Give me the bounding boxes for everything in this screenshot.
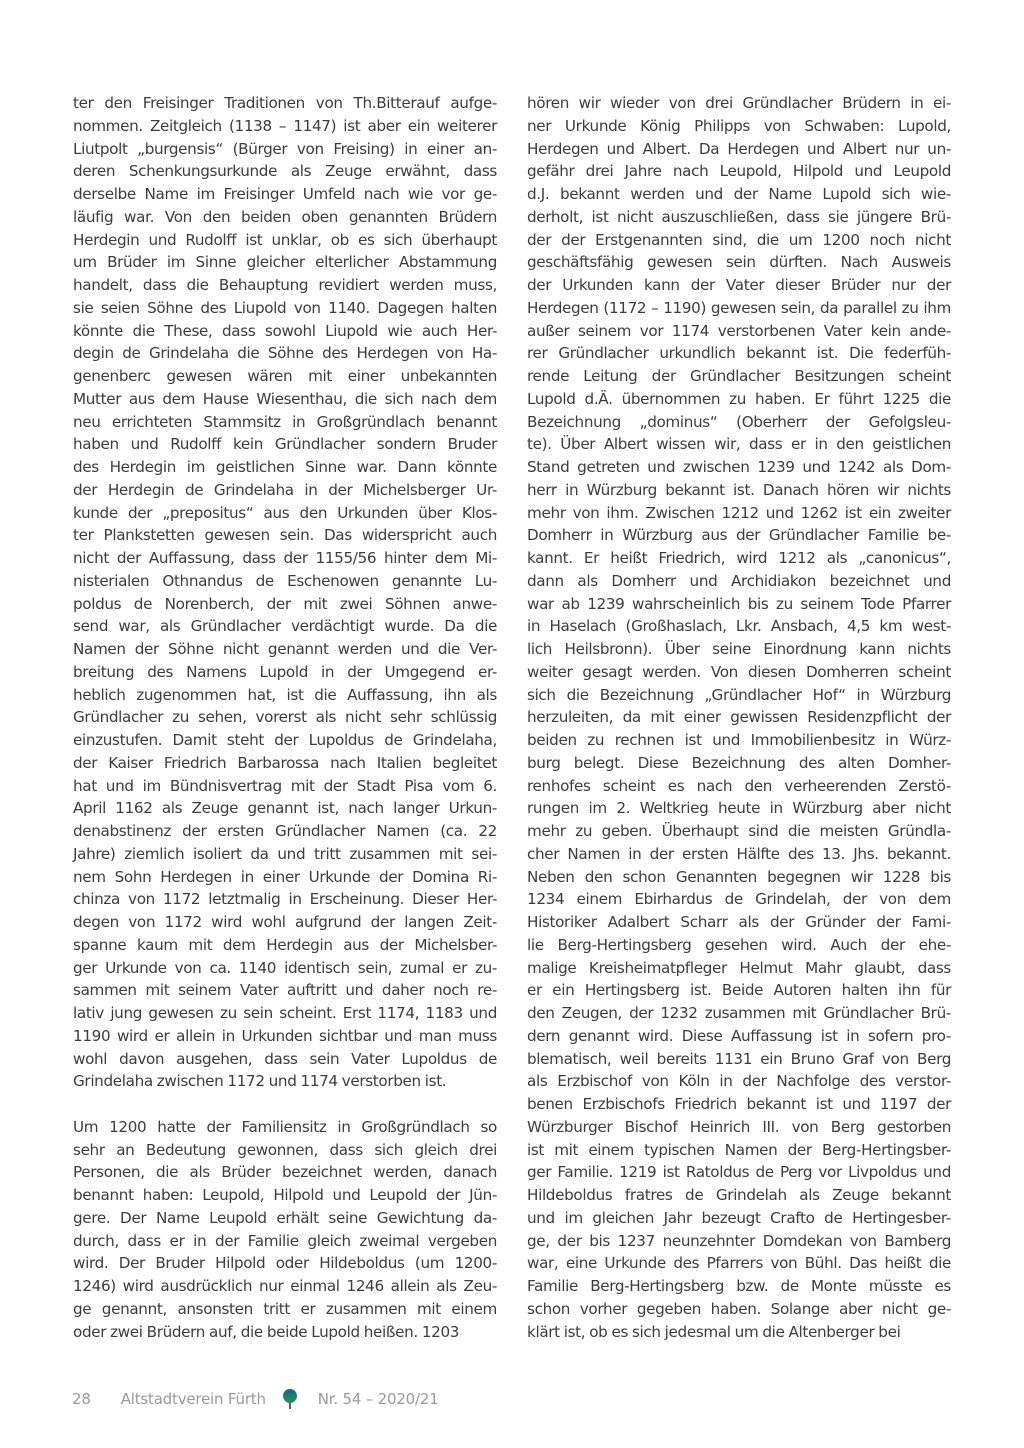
left-text-column <box>73 92 497 1343</box>
text-line: Herdegen und Albert. Da Herdegen und Albert nur un- <box>527 139 951 158</box>
text-line: Domherr in Würzburg aus der Gründlacher Familie be- <box>527 526 951 545</box>
text-line: ge, der bis 1237 neunzehnter Domdekan von Bamberg <box>527 1231 951 1250</box>
text-line: Personen, die als Brüder bezeichnet werden, danach <box>73 1163 497 1182</box>
text-line: lich Heilsbronn). Über seine Einordnung kann nichts <box>527 640 951 658</box>
paragraph <box>73 1116 497 1344</box>
text-line: er ein Hertingsberg ist. Beide Autoren halten ihn für <box>527 981 951 1000</box>
text-line: renhofes scheint es nach den verheerenden Zerstö- <box>527 776 951 795</box>
text-line: Herdegin und Rudolff ist unklar, ob es sich überhaupt <box>73 230 497 249</box>
text-line: einzustufen. Damit steht der Lupoldus de Grindelaha, <box>73 731 497 749</box>
text-line: 1234 einem Ebirhardus de Grindelah, der von dem <box>527 890 951 909</box>
text-line: blematisch, weil bereits 1131 ein Bruno Graf von Berg <box>527 1049 951 1068</box>
text-line: benen Erzbischofs Friedrich bekannt ist und 1197 der <box>527 1095 951 1113</box>
text-line: nommen. Zeitgleich (1138 – 1147) ist aber ein weiterer <box>73 116 497 135</box>
text-line: derholt, ist nicht auszuschließen, dass sie jüngere Brü- <box>527 207 951 226</box>
text-line: ger Urkunde von ca. 1140 identisch sein, zumal er zu- <box>73 958 497 977</box>
text-line: Hildeboldus fratres de Grindelah als Zeuge bekannt <box>527 1186 951 1204</box>
text-line: sehr an Bedeutung gewonnen, dass sich gleich drei <box>73 1140 497 1159</box>
text-line: des Herdegin im geistlichen Sinne war. Dann könnte <box>73 458 497 476</box>
text-line: benannt haben: Leupold, Hilpold und Leupold der Jün- <box>73 1186 497 1204</box>
text-line: den Zeugen, der 1232 zusammen mit Gründlacher Brü- <box>527 1004 951 1022</box>
text-line: war, eine Urkunde des Pfarrers von Bühl. Das heißt die <box>527 1254 951 1273</box>
text-line: der der Erstgenannten sind, die um 1200 noch nicht <box>527 230 951 249</box>
text-line: cher Namen in der ersten Hälfte des 13. Jhs. bekannt. <box>527 844 951 863</box>
text-line: rende Leitung der Gründlacher Besitzungen scheint <box>527 367 951 385</box>
text-line: lativ jung gewesen zu sein scheint. Erst 1174, 1183 und <box>73 1004 497 1022</box>
paragraph-gap <box>73 1093 497 1116</box>
text-line: Mutter aus dem Hause Wiesenthau, die sich nach dem <box>73 389 497 408</box>
text-line: war ab 1239 wahrscheinlich bis zu seinem Tode Pfarrer <box>527 594 951 613</box>
text-line: sammen mit seinem Vater auftritt und daher noch re- <box>73 981 497 1000</box>
text-line: Liutpolt „burgensis“ (Bürger von Freising) in einer an- <box>73 139 497 158</box>
text-line: lie Berg-Hertingsberg gesehen wird. Auch der ehe- <box>527 935 951 954</box>
text-line: burg belegt. Diese Bezeichnung des alten Domher- <box>527 753 951 772</box>
text-line: der Kaiser Friedrich Barbarossa nach Italien begleitet <box>73 753 497 772</box>
right-text-column <box>527 92 951 1343</box>
text-line: handelt, dass die Behauptung revidiert werden muss, <box>73 276 497 294</box>
text-line: schon vorher gegeben haben. Solange aber nicht ge- <box>527 1299 951 1318</box>
text-line: Grindelaha zwischen 1172 und 1174 verstorben ist. <box>73 1072 447 1091</box>
issue-number: Nr. 54 – 2020/21 <box>317 1390 439 1408</box>
text-line: genenberc gewesen wären mit einer unbekannten <box>73 367 497 385</box>
publication-name: Altstadtverein Fürth <box>120 1390 266 1408</box>
text-line: dann als Domherr und Archidiakon bezeichnet und <box>527 571 951 590</box>
text-line: Gründlacher zu sehen, vorerst als nicht sehr schlüssig <box>73 708 497 727</box>
text-line: degin de Grindelaha die Söhne des Herdegen von Ha- <box>73 344 497 363</box>
text-line: und im gleichen Jahr bezeugt Crafto de Hertingesber- <box>527 1208 951 1227</box>
text-line: hören wir wieder von drei Gründlacher Brüdern in ei- <box>527 94 951 112</box>
text-line: herzuleiten, da mit einer gewissen Residenzpflicht der <box>527 708 951 727</box>
text-line: wird. Der Bruder Hilpold oder Hildeboldus (um 1200- <box>73 1254 497 1273</box>
text-line: 1190 wird er allein in Urkunden sichtbar und man muss <box>73 1026 497 1045</box>
text-line: nisterialen Othnandus de Eschenowen genannte Lu- <box>73 571 497 590</box>
text-line: denabstinenz der ersten Gründlacher Namen (ca. 22 <box>73 822 497 840</box>
text-line: Jahre) ziemlich isoliert da und tritt zusammen mit sei- <box>73 844 497 863</box>
text-line: deren Schenkungsurkunde als Zeuge erwähnt, dass <box>73 162 497 181</box>
text-line: heblich zugenommen hat, ist die Auffassung, ihn als <box>73 685 497 704</box>
text-line: ge genannt, ansonsten tritt er zusammen mit einem <box>73 1299 497 1318</box>
text-line: herr in Würzburg bekannt ist. Danach hören wir nichts <box>527 480 951 499</box>
text-line: Historiker Adalbert Scharr als der Gründer der Fami- <box>527 913 951 931</box>
text-line: spanne kaum mit dem Herdegin aus der Michelsber- <box>73 935 497 954</box>
text-line: klärt ist, ob es sich jedesmal um die Altenberger bei <box>527 1322 901 1341</box>
tree-icon <box>282 1388 298 1410</box>
text-line: derselbe Name im Freisinger Umfeld nach wie vor ge- <box>73 185 497 203</box>
text-line: sie seien Söhne des Liupold von 1140. Dagegen halten <box>73 298 497 317</box>
text-line: Bezeichnung „dominus“ (Oberherr der Gefolgsleu- <box>527 412 951 431</box>
text-line: hat und im Bündnisvertrag mit der Stadt Pisa vom 6. <box>73 776 497 795</box>
text-line: d.J. bekannt werden und der Name Lupold sich wie- <box>527 185 951 203</box>
text-line: ist mit einem typischen Namen der Berg-Hertingsber- <box>527 1140 951 1159</box>
paragraph <box>73 92 497 1093</box>
text-line: oder zwei Brüdern auf, die beide Lupold heißen. 1203 <box>73 1322 460 1341</box>
text-line: malige Kreisheimatpfleger Helmut Mahr glaubt, dass <box>527 958 951 977</box>
text-line: gefähr drei Jahre nach Leupold, Hilpold und Leupold <box>527 162 951 181</box>
text-line: Um 1200 hatte der Familiensitz in Großgründlach so <box>73 1117 497 1136</box>
text-line: nicht der Auffassung, dass der 1155/56 hinter dem Mi- <box>73 549 497 567</box>
text-line: außer seinem vor 1174 verstorbenen Vater kein ande- <box>527 321 951 340</box>
text-line: te). Über Albert wissen wir, dass er in den geistlichen <box>527 435 951 454</box>
text-line: kannt. Er heißt Friedrich, wird 1212 als „canonicus“, <box>527 549 951 567</box>
text-line: könnte die These, dass sowohl Liupold wie auch Her- <box>73 321 497 340</box>
text-line: wohl davon ausgehen, dass sein Vater Lupoldus de <box>73 1049 497 1068</box>
text-line: Stand getreten und zwischen 1239 und 1242 als Dom- <box>527 458 951 476</box>
text-line: rungen im 2. Weltkrieg heute in Würzburg aber nicht <box>527 799 951 818</box>
text-line: rer Gründlacher urkundlich bekannt ist. Die federfüh- <box>527 344 951 363</box>
text-line: 1246) wird ausdrücklich nur einmal 1246 allein als Zeu- <box>73 1277 497 1295</box>
text-line: April 1162 als Zeuge genannt ist, nach langer Urkun- <box>73 799 497 818</box>
page-footer <box>72 1388 439 1410</box>
text-line: Neben den schon Genannten begegnen wir 1228 bis <box>527 867 951 886</box>
text-line: ter den Freisinger Traditionen von Th.Bitterauf aufge- <box>73 94 497 112</box>
text-line: haben und Rudolff kein Gründlacher sondern Bruder <box>73 435 497 454</box>
text-line: um Brüder im Sinne gleicher elterlicher Abstammung <box>73 253 497 272</box>
text-line: der Urkunden kann der Vater dieser Brüder nur der <box>527 276 951 294</box>
text-line: Lupold d.Ä. übernommen zu haben. Er führt 1225 die <box>527 389 951 408</box>
text-line: dern genannt wird. Diese Auffassung ist in sofern pro- <box>527 1026 951 1045</box>
text-line: ger Familie. 1219 ist Ratoldus de Perg vor Livpoldus und <box>527 1163 951 1182</box>
text-line: mehr von ihm. Zwischen 1212 und 1262 ist ein zweiter <box>527 503 951 522</box>
paragraph <box>527 92 951 1343</box>
text-line: nem Sohn Herdegen in einer Urkunde der Domina Ri- <box>73 867 497 886</box>
text-line: sich die Bezeichnung „Gründlacher Hof“ in Würzburg <box>527 685 951 704</box>
text-line: weiter gesagt werden. Von diesen Domherren scheint <box>527 662 951 681</box>
text-line: send war, als Gründlacher verdächtigt wurde. Da die <box>73 617 497 636</box>
text-line: läufig war. Von den beiden oben genannten Brüdern <box>73 207 497 226</box>
text-line: durch, dass er in der Familie gleich zweimal vergeben <box>73 1231 497 1250</box>
text-line: Familie Berg-Hertingsberg bzw. de Monte müsste es <box>527 1277 951 1295</box>
text-line: beiden zu rechnen ist und Immobilienbesitz in Würz- <box>527 731 951 749</box>
text-line: ter Plankstetten gewesen sein. Das widerspricht auch <box>73 526 497 545</box>
text-line: ner Urkunde König Philipps von Schwaben: Lupold, <box>527 116 951 135</box>
text-line: als Erzbischof von Köln in der Nachfolge des verstor- <box>527 1072 951 1091</box>
page-number: 28 <box>72 1390 91 1408</box>
text-line: gere. Der Name Leupold erhält seine Gewichtung da- <box>73 1208 497 1227</box>
text-line: Würzburger Bischof Heinrich III. von Berg gestorben <box>527 1117 951 1136</box>
text-line: poldus de Norenberch, der mit zwei Söhnen anwe- <box>73 594 497 613</box>
text-line: kunde der „prepositus“ aus den Urkunden über Klos- <box>73 503 497 522</box>
text-line: Namen der Söhne nicht genannt werden und die Ver- <box>73 640 497 658</box>
text-line: neu errichteten Stammsitz in Großgründlach benannt <box>73 412 497 431</box>
text-line: Herdegen (1172 – 1190) gewesen sein, da parallel zu ihm <box>527 298 951 317</box>
text-line: geschäftsfähig gewesen sein dürften. Nach Ausweis <box>527 253 951 272</box>
text-line: in Haselach (Großhaslach, Lkr. Ansbach, 4,5 km west- <box>527 617 951 636</box>
text-line: chinza von 1172 letztmalig in Erscheinung. Dieser Her- <box>73 890 497 909</box>
text-line: der Herdegin de Grindelaha in der Michelsberger Ur- <box>73 480 497 499</box>
text-line: degen von 1172 wird wohl aufgrund der langen Zeit- <box>73 913 497 931</box>
text-line: breitung des Namens Lupold in der Umgegend er- <box>73 662 497 681</box>
text-line: mehr zu geben. Überhaupt sind die meisten Gründla- <box>527 822 951 840</box>
